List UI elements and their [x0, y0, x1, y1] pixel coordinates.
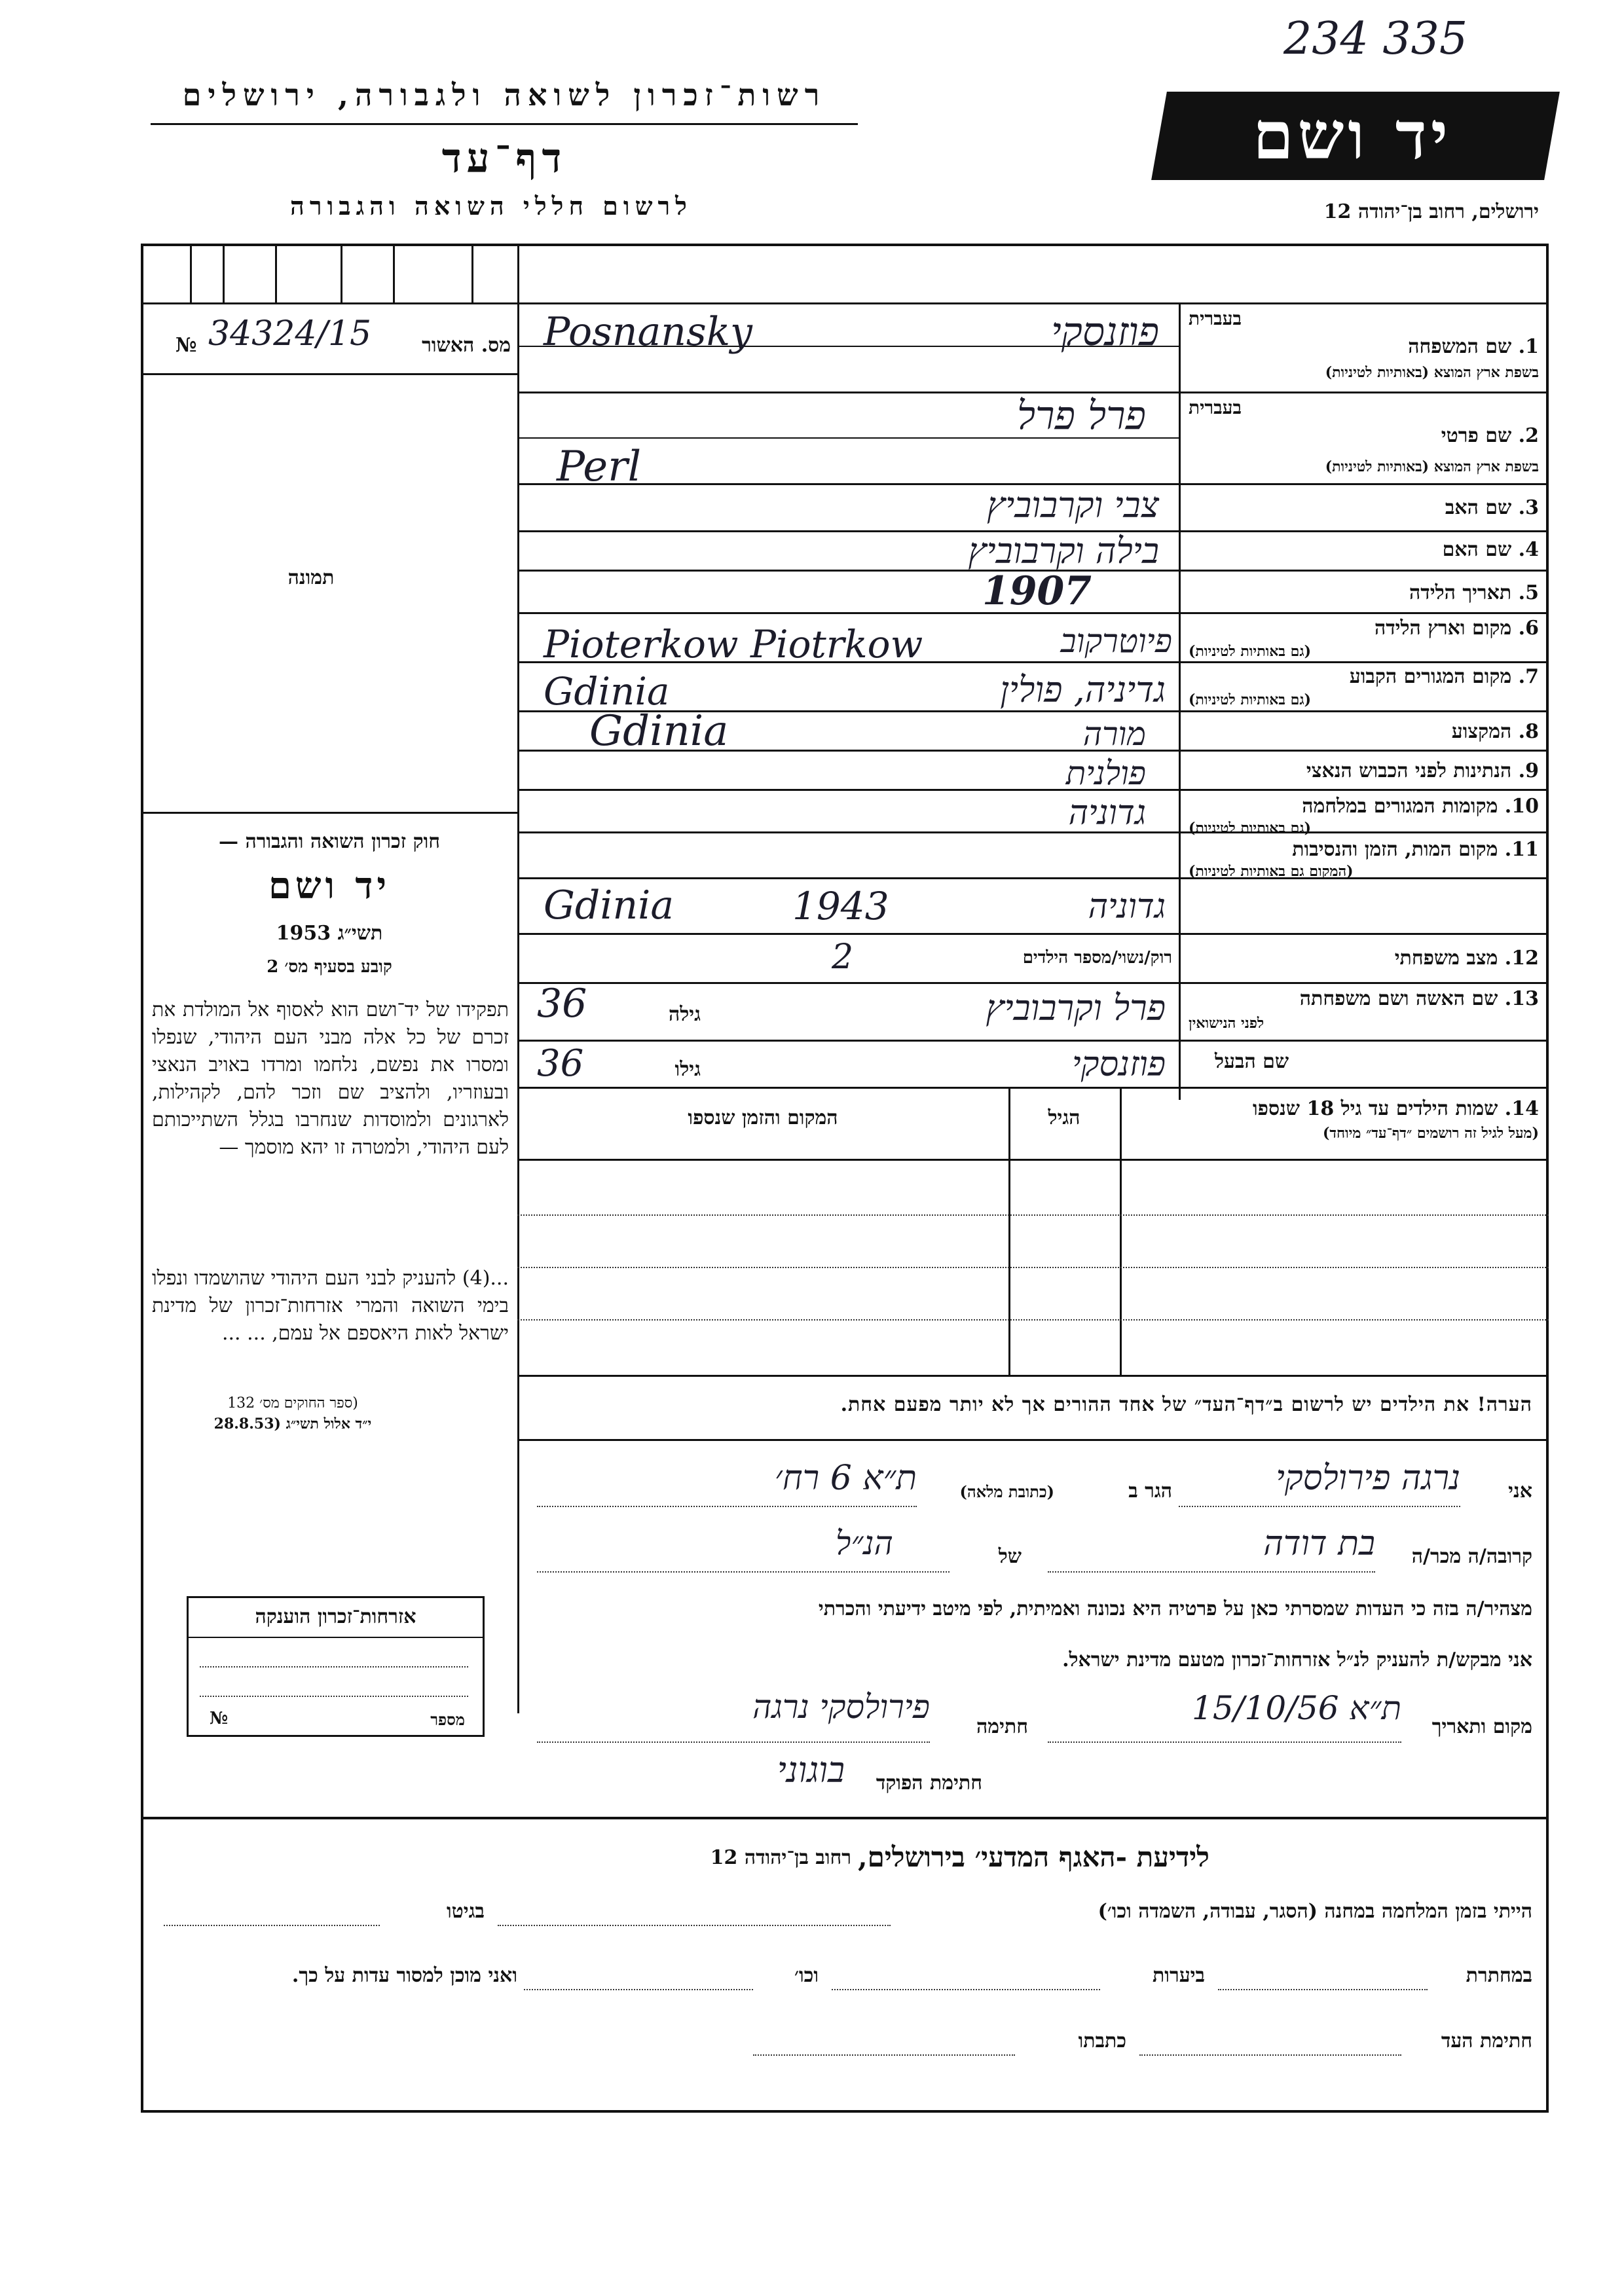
id-no-mark: №: [175, 334, 197, 357]
decl-of-value: הנ״ל: [836, 1524, 893, 1562]
children-sub: (מעל לגיל זה רושמים ״דף־עד״ מיוחד): [1322, 1125, 1539, 1142]
field-12-prefix: רוק/נשוי/מספר הילדים: [1022, 948, 1172, 968]
field-9-value: פולנית: [1065, 754, 1146, 792]
footer-title: לידיעת -האגף המדעי׳ בירושלים,: [858, 1841, 1209, 1873]
decl-resides: הגר ב: [1128, 1480, 1172, 1503]
logo-text: יד ושם: [1253, 97, 1452, 174]
husband-label: שם הבעל: [1215, 1050, 1289, 1073]
decl-signature-value: פירולסקי נרגה: [752, 1688, 930, 1726]
law-name: יד ושם: [268, 864, 391, 907]
field-7-sub: (גם באותיות לטיניות): [1189, 691, 1312, 708]
law-clause: קובע בסעיף מס׳ 2: [267, 957, 392, 977]
id-number: 34324/15: [208, 314, 372, 354]
children-col-place: המקום והזמן שנספו: [688, 1106, 838, 1129]
field-10-label: 10. מקומות המגורים במלחמה: [1302, 795, 1539, 818]
field-2-hebrew: פרל פרל: [1016, 393, 1146, 439]
field-7-label: 7. מקום המגורים הקבוע: [1349, 665, 1539, 688]
field-6-label: 6. מקום וארץ הלידה: [1374, 617, 1539, 640]
field-1-latin: Posnansky: [544, 309, 752, 355]
field-13-age-label: גילה: [668, 1003, 701, 1026]
field-4-value: בילה וקרבוביץ: [968, 530, 1159, 572]
decl-address-hint: (כתובת מלאה): [959, 1482, 1054, 1501]
field-10-sub: (גם באותיות לטיניות): [1189, 820, 1312, 837]
field-13-age: 36: [537, 981, 587, 1027]
husband-age: 36: [537, 1042, 584, 1085]
children-label: 14. שמות הילדים עד גיל 18 שנספו: [1252, 1097, 1539, 1120]
field-6-hebrew: פיוטרקוב: [1060, 622, 1172, 660]
footer-address-label: כתבתו: [1078, 2030, 1126, 2052]
field-11-year: 1943: [792, 884, 889, 928]
decl-place-date: מקום ותאריך: [1431, 1715, 1532, 1738]
form-title: דף־עד: [441, 134, 567, 182]
citizenship-box-title: אזרחות־זכרון הוענקה: [255, 1605, 416, 1628]
decl-officer-value: בוגוני: [777, 1749, 845, 1791]
citizenship-box-number-label: מספר: [430, 1710, 465, 1729]
field-11-hebrew: גדוניה: [1088, 887, 1166, 926]
decl-ani: אני: [1508, 1480, 1532, 1503]
field-5-value: 1907: [982, 568, 1092, 614]
footer-q2-forests: ביערות: [1152, 1964, 1205, 1987]
footer-q2-etc: וכו׳: [794, 1964, 819, 1987]
hebrew-tag-2: בעברית: [1189, 397, 1242, 418]
field-2-label: 2. שם פרטי: [1441, 424, 1539, 447]
decl-line-2: אני מבקש/ת להעניק לנ״ל אזרחות־זכרון מטעם מדינת ישראל.: [1062, 1649, 1532, 1671]
children-col-age: הגיל: [1048, 1106, 1080, 1129]
husband-value: פוזנסקי: [1072, 1045, 1166, 1084]
field-10-value: גדוניה: [1068, 793, 1146, 833]
footer-q2-underground: במחתרת: [1466, 1964, 1532, 1987]
field-13-label: 13. שם האשה ושם משפחתה: [1299, 987, 1539, 1010]
field-1-hebrew: פוזנסקי: [1051, 309, 1159, 355]
citizenship-box-no-mark: №: [210, 1709, 229, 1728]
law-source-1: (ספר החוקים מס׳ 132: [227, 1395, 358, 1412]
field-6-latin: Pioterkow Piotrkow: [544, 622, 923, 666]
decl-line-1: מצהיר/ה בזה כי העדות שמסרתי כאן על פרטיה היא נכונה ואמיתית, לפי מיטב ידיעתי והכרתי: [818, 1597, 1532, 1620]
field-11-latin: Gdinia: [544, 883, 674, 928]
law-year: תשי״ג 1953: [276, 922, 383, 945]
decl-place-date-value: ת״א 15/10/56: [1192, 1689, 1401, 1727]
hebrew-tag-1: בעברית: [1189, 308, 1242, 329]
footer-q1: הייתי בזמן המלחמה במחנה (הסגר, עבודה, השמדה וכו׳): [1098, 1900, 1532, 1923]
footer-witness-signature: חתימת העד: [1441, 2030, 1532, 2052]
footer-address: רחוב בן־יהודה 12: [710, 1846, 851, 1869]
law-heading: חוק זכרון השואה והגבורה —: [219, 830, 440, 853]
footer-q1-end: בגיטו: [446, 1900, 485, 1923]
law-source-2: י״ד אלול תשי״ג (28.8.53: [213, 1415, 372, 1432]
decl-address-value: ת״א 6 רח׳: [774, 1459, 917, 1498]
form-subtitle: לרשום חללי השואה והגבורה: [290, 191, 692, 221]
field-3-value: צבי וקרבוביץ: [986, 484, 1159, 526]
field-12-label: 12. מצב משפחתי: [1394, 947, 1539, 970]
field-11-label: 11. מקום המות, הזמן והנסיבות: [1292, 838, 1539, 861]
field-8-label: 8. המקצוע: [1451, 720, 1539, 743]
field-13-value: פרל וקרבוביץ: [986, 987, 1166, 1029]
decl-signature: חתימה: [976, 1715, 1028, 1738]
footer-q2-testimony: ואני מוכן למסור עדות על כך.: [291, 1964, 517, 1987]
field-2-sub: בשפת ארץ המוצא (באותיות לטיניות): [1325, 458, 1539, 475]
field-1-sub: בשפת ארץ המוצא (באותיות לטיניות): [1325, 364, 1539, 381]
decl-name-value: נרגה פירולסקי: [1276, 1459, 1460, 1498]
law-paragraph-2: ...(4) להעניק לבני העם היהודי שהושמדו ונפלו בימי השואה והמרי אזרחות־זכרון של מדינת ישראל לאות היאספם אל עמם, ... ...: [152, 1267, 509, 1345]
field-8-hebrew: מורה: [1082, 715, 1146, 753]
law-paragraph-1: תפקידו של יד־ושם הוא לאסוף אל המולדת את זכרם של כל אלה מבני העם היהודי, שנפלו ומסרו את נפשם, נלחמו ומרדו באויב הנאצי ובעוזריו, ולהציב שם וזכר להם, לקהילות, לארגונים ולמוסדות שנחרבו בגלל השתייכותם לעם היהודי, ולמטרה זו יהא מוסמך —: [152, 998, 509, 1159]
field-8-latin: Gdinia: [589, 707, 729, 756]
field-6-sub: (גם באותיות לטיניות): [1189, 643, 1312, 660]
field-11-sub: (המקום גם באותיות לטיניות): [1189, 863, 1354, 880]
org-line: רשות־זכרון לשואה ולגבורה, ירושלים: [182, 77, 826, 113]
field-12-value: 2: [832, 938, 854, 977]
org-line-underline: [151, 123, 858, 125]
decl-relative: קרובה/ה מכר/ה: [1411, 1545, 1532, 1568]
header-address: ירושלים, רחוב בן־יהודה 12: [1323, 200, 1539, 223]
yad-vashem-logo: [1151, 92, 1560, 180]
id-label: מס. האשור: [422, 334, 511, 357]
field-13-sub: לפני הנישואין: [1189, 1015, 1264, 1032]
note-text: הערה! את הילדים יש לרשום ב״דף־העד״ של אחד ההורים אך לא יותר מפעם אחת.: [840, 1393, 1532, 1416]
husband-age-label: גילו: [674, 1058, 701, 1081]
field-3-label: 3. שם האב: [1445, 496, 1539, 519]
field-9-label: 9. הנתינות לפני הכבוש הנאצי: [1306, 759, 1539, 782]
field-5-label: 5. תאריך הלידה: [1409, 581, 1539, 604]
field-7-hebrew: גדיניה, פולין: [1000, 669, 1166, 710]
decl-relation-value: בת דודה: [1263, 1524, 1375, 1563]
decl-of: של: [998, 1545, 1022, 1568]
field-1-label: 1. שם המשפחה: [1408, 335, 1539, 358]
field-2-latin: Perl: [557, 443, 642, 491]
decl-officer: חתימת הפוקד: [876, 1772, 982, 1795]
photo-label: תמונה: [287, 566, 335, 589]
field-7-latin: Gdinia: [544, 669, 670, 714]
handwritten-archive-number: 234 335: [1283, 13, 1468, 65]
field-4-label: 4. שם האם: [1442, 538, 1539, 561]
